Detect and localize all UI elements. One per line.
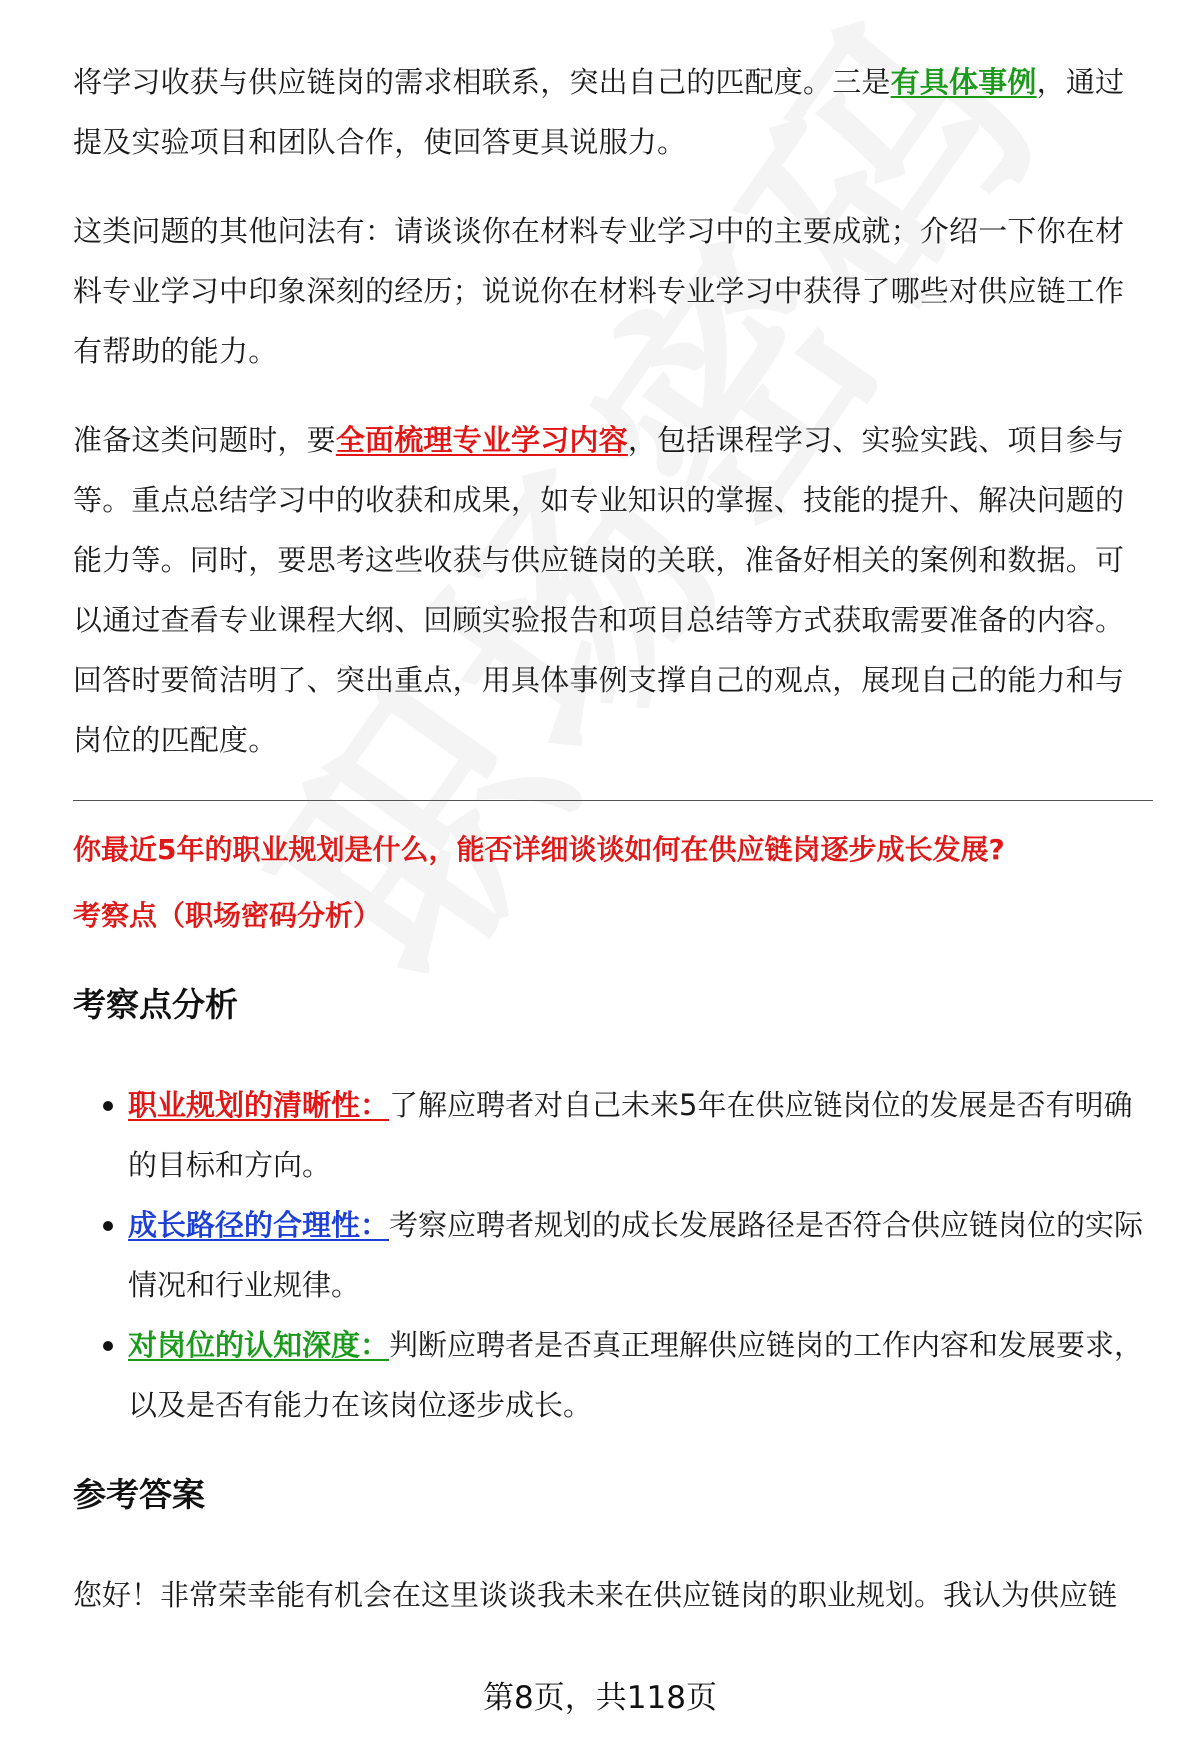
- interview-question: 你最近5年的职业规划是什么，能否详细谈谈如何在供应链岗逐步成长发展?: [73, 833, 1005, 866]
- paragraph-text: 将学习收获与供应链岗的需求相联系，突出自己的匹配度。三是: [73, 65, 891, 99]
- answer-heading: 参考答案: [73, 1475, 205, 1514]
- highlight-review-study-content: 全面梳理专业学习内容: [335, 423, 628, 457]
- answer-text: 您好！非常荣幸能有机会在这里谈谈我未来在供应链岗的职业规划。我认为供应链: [73, 1578, 1118, 1612]
- paragraph-text: 准备这类问题时，要: [73, 423, 336, 457]
- bullet-icon: [103, 1101, 113, 1111]
- highlight-concrete-examples: 有具体事例: [890, 65, 1037, 99]
- point-text: 考察应聘者规划的成长发展路径是否符合供应链岗位的实际情况和行业规律。: [128, 1208, 1144, 1302]
- list-item: [73, 1075, 1153, 1195]
- content-body: [73, 52, 1153, 1625]
- page-number: 第8页，共118页: [483, 1680, 717, 1716]
- bullet-icon: [103, 1221, 113, 1231]
- list-item: [73, 1195, 1153, 1315]
- paragraph-alternative-questions: 这类问题的其他问法有：请谈谈你在材料专业学习中的主要成就；介绍一下你在材料专业学习中印象深刻的经历；说说你在材料专业学习中获得了哪些对供应链工作有帮助的能力。: [73, 214, 1125, 368]
- analysis-heading: 考察点分析: [73, 985, 238, 1024]
- paragraph-preparation-advice: [73, 410, 1153, 770]
- question-subtitle: 考察点（职场密码分析）: [73, 899, 382, 932]
- bullet-icon: [103, 1341, 113, 1351]
- point-text: 判断应聘者是否真正理解供应链岗的工作内容和发展要求，以及是否有能力在该岗位逐步成长。: [128, 1328, 1144, 1422]
- section-divider: [73, 800, 1153, 801]
- point-label: 成长路径的合理性：: [128, 1208, 390, 1242]
- point-label: 对岗位的认知深度：: [128, 1328, 390, 1362]
- point-text: 了解应聘者对自己未来5年在供应链岗位的发展是否有明确的目标和方向。: [128, 1088, 1133, 1182]
- point-label: 职业规划的清晰性：: [128, 1088, 390, 1122]
- analysis-points-list: [73, 1075, 1153, 1435]
- paragraph-text: ，通过提及实验项目和团队合作，使回答更具说服力。: [73, 65, 1125, 159]
- paragraph-match-examples: [73, 52, 1153, 172]
- paragraph-text: ，包括课程学习、实验实践、项目参与等。重点总结学习中的收获和成果，如专业知识的掌握、技能的提升、解决问题的能力等。同时，要思考这些收获与供应链岗的关联，准备好相关的案例和数据。可以通过查看专业课程大纲、回顾实验报告和项目总结等方式获取需要准备的内容。回答时要简洁明了、突出重点，用具体事例支撑自己的观点，展现自己的能力和与岗位的匹配度。: [73, 423, 1125, 757]
- list-item: [73, 1315, 1153, 1435]
